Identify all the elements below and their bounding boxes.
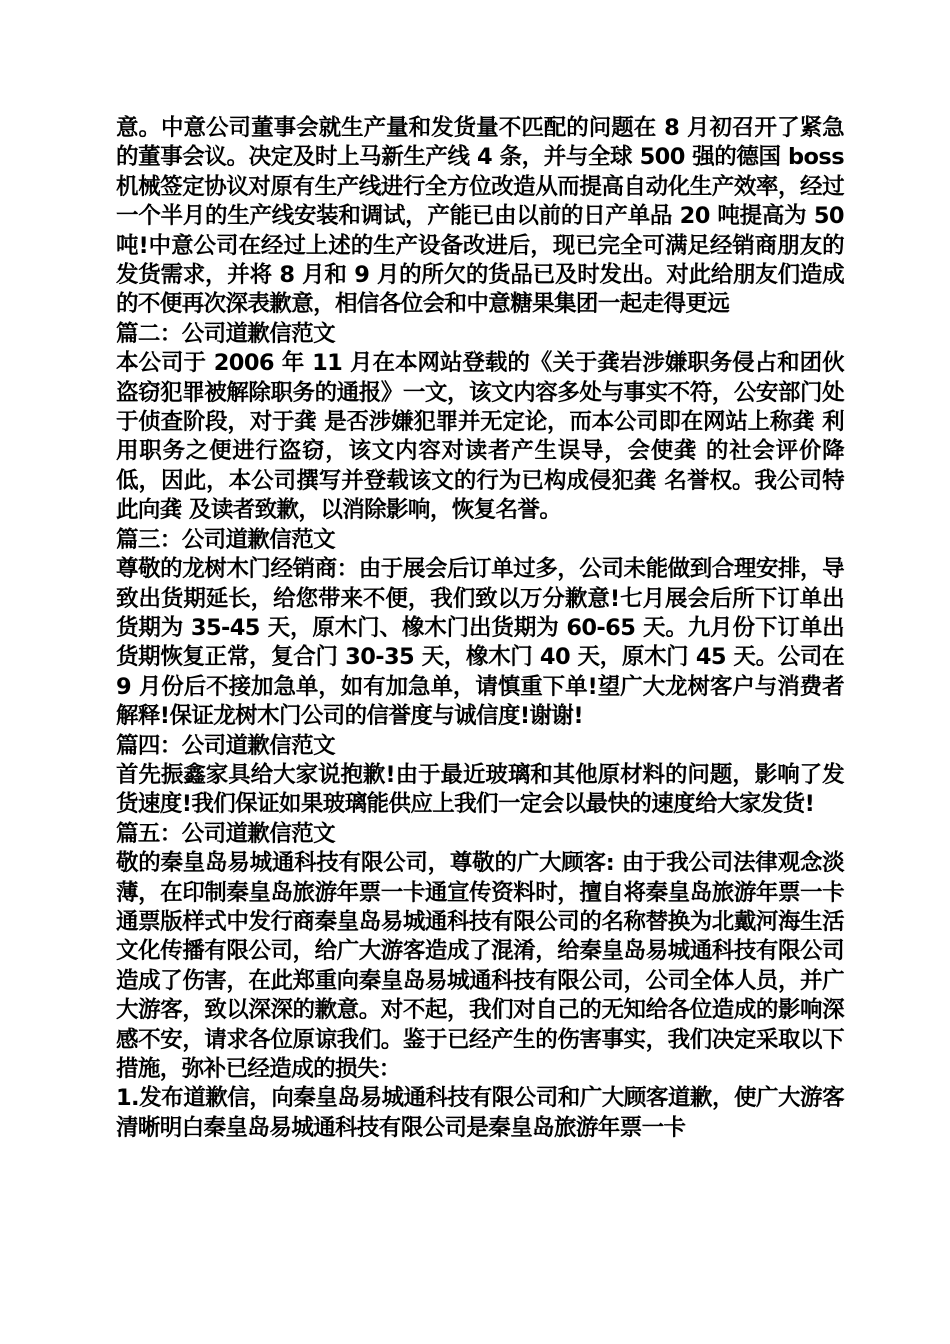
list-item-paragraph: 1.发布道歉信，向秦皇岛易城通科技有限公司和广大顾客道歉，使广大游客清晰明白秦皇岛易城通科技有限公司是秦皇岛旅游年票一卡 [116,1085,844,1141]
section-heading: 篇四：公司道歉信范文 [116,732,336,759]
body-paragraph: 首先振鑫家具给大家说抱歉!由于最近玻璃和其他原材料的问题，影响了发货速度!我们保证如果玻璃能供应上我们一定会以最快的速度给大家发货! [116,761,844,818]
body-paragraph: 尊敬的龙树木门经销商：由于展会后订单过多，公司未能做到合理安排，导致出货期延长，给您带来不便，我们致以万分歉意!七月展会后所下订单出货期为 35-45 天，原木门、橡木门出货期为 60-65 天。九月份下订单出货期恢复正常，复合门 30-35 天，橡木门 40 天，原木门 45 天。公司在 9 月份后不接加急单，如有加急单，请慎重下单!望广大龙树客户与消费者解释!保证龙树木门公司的信誉度与诚信度!谢谢! [116,556,844,730]
section-heading: 篇二：公司道歉信范文 [116,320,336,347]
section-heading: 篇五：公司道歉信范文 [116,820,336,847]
document-page [116,114,844,1143]
body-paragraph: 意。中意公司董事会就生产量和发货量不匹配的问题在 8 月初召开了紧急的董事会议。决定及时上马新生产线 4 条，并与全球 500 强的德国 boss 机械签定协议对原有生产线进行全方位改造从而提高自动化生产效率，经过一个半月的生产线安装和调试，产能已由以前的日产单品 20 吨提高为 50 吨!中意公司在经过上述的生产设备改进后，现已完全可满足经销商朋友的发货需求，并将 8 月和 9 月的所欠的货品已及时发出。对此给朋友们造成的不便再次深表歉意，相信各位会和中意糖果集团一起走得更远 [116,115,844,318]
body-paragraph: 本公司于 2006 年 11 月在本网站登载的《关于龚岩涉嫌职务侵占和团伙盗窃犯罪被解除职务的通报》一文，该文内容多处与事实不符，公安部门处于侦查阶段，对于龚 是否涉嫌犯罪并无定论，而本公司即在网站上称龚 利用职务之便进行盗窃，该文内容对读者产生误导，会使龚 的社会评价降低，因此，本公司撰写并登载该文的行为已构成侵犯龚 名誉权。我公司特此向龚 及读者致歉，以消除影响，恢复名誉。 [116,350,844,524]
body-paragraph: 敬的秦皇岛易城通科技有限公司，尊敬的广大顾客: 由于我公司法律观念淡薄，在印制秦皇岛旅游年票一卡通宣传资料时，擅自将秦皇岛旅游年票一卡通票版样式中发行商秦皇岛易城通科技有限公司的名称替换为北戴河海生活文化传播有限公司，给广大游客造成了混淆，给秦皇岛易城通科技有限公司造成了伤害，在此郑重向秦皇岛易城通科技有限公司，公司全体人员，并广大游客，致以深深的歉意。对不起，我们对自己的无知给各位造成的影响深感不安，请求各位原谅我们。鉴于已经产生的伤害事实，我们决定采取以下措施，弥补已经造成的损失： [116,850,844,1082]
section-heading: 篇三：公司道歉信范文 [116,526,336,553]
